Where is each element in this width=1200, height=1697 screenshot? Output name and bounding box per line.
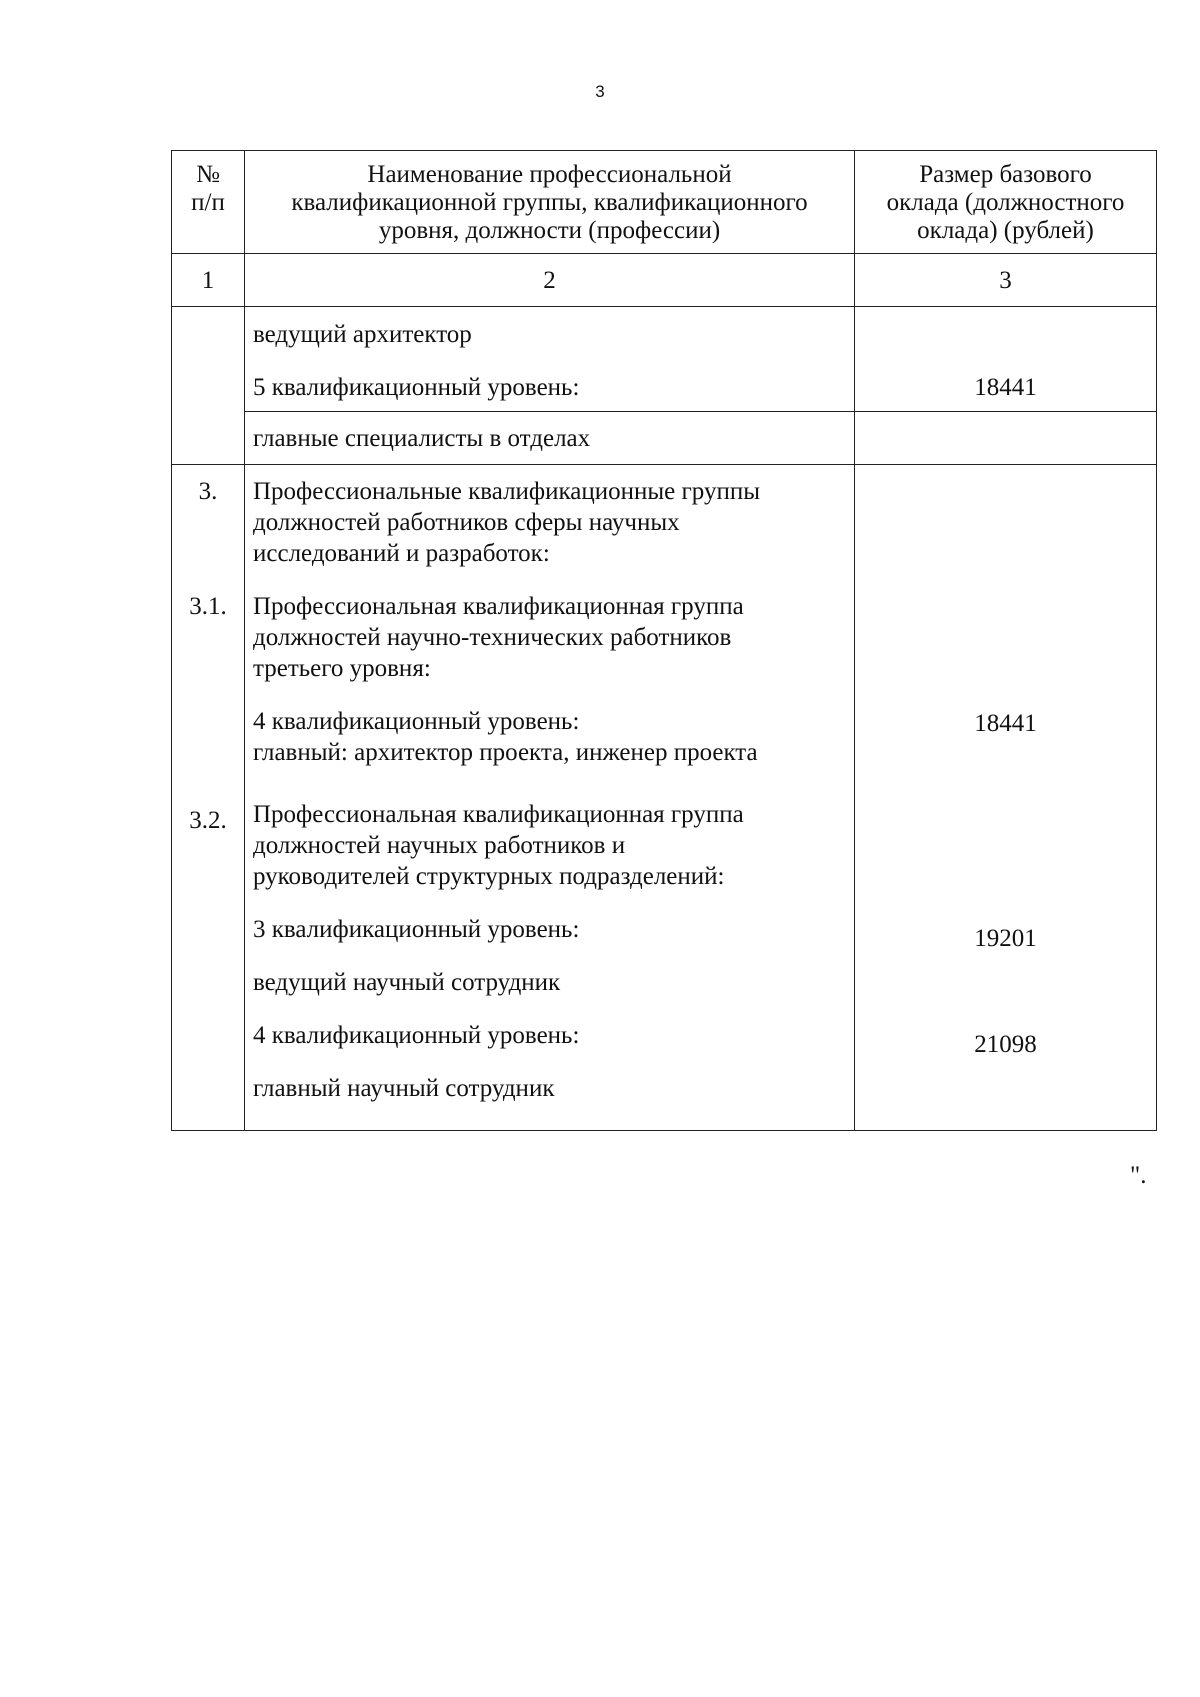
salary-table (171, 150, 1157, 1131)
header-salary (855, 151, 1157, 254)
salary-value: 18441 (974, 374, 1037, 401)
salary-value: 18441 (974, 710, 1037, 737)
group-title-3-1 (245, 591, 854, 684)
page-number: 3 (595, 82, 605, 101)
group-title-line: Профессиональная квалификационная группа (253, 801, 744, 828)
level-text: 4 квалификационный уровень: (253, 1022, 580, 1049)
row-salary-cell (855, 412, 1157, 465)
header-number-line: п/п (191, 189, 225, 216)
group-title-line: Профессиональная квалификационная группа (253, 593, 744, 620)
group-title-line: должностей научных работников и (253, 832, 626, 859)
section-salaries-cell (855, 465, 1157, 1131)
column-index-1: 1 (172, 254, 245, 307)
section-number: 3.2. (189, 807, 227, 834)
header-name-line: Наименование профессиональной (367, 161, 732, 188)
column-index-3: 3 (855, 254, 1157, 307)
row-name-cell (245, 412, 855, 465)
table-row (172, 465, 1157, 1131)
section-numbers-cell (172, 465, 245, 1131)
level-block-3-1 (245, 706, 854, 768)
section-number: 3. (198, 478, 218, 505)
header-name (245, 151, 855, 254)
group-title-3-2 (245, 799, 854, 892)
header-salary-line: оклада) (рублей) (917, 217, 1094, 244)
header-salary-line: оклада (должностного (886, 189, 1125, 216)
level-text: 5 квалификационный уровень: (253, 374, 580, 401)
position-text: ведущий архитектор (253, 321, 472, 348)
salary-value: 21098 (974, 1031, 1037, 1058)
header-name-line: уровня, должности (профессии) (378, 217, 721, 244)
header-number (172, 151, 245, 254)
table-row (172, 412, 1157, 465)
level-text: 4 квалификационный уровень: (253, 708, 580, 735)
position-text: главный научный сотрудник (253, 1075, 555, 1102)
level-text: 3 квалификационный уровень: (253, 916, 580, 943)
group-title-line: исследований и разработок: (253, 540, 550, 567)
row-number-empty (172, 307, 245, 465)
closing-quote-mark: ". (1130, 1162, 1147, 1189)
row-salary-cell (855, 307, 1157, 412)
row-name-cell (245, 307, 855, 412)
table-header-row (172, 151, 1157, 254)
group-title-line: руководителей структурных подразделений: (253, 863, 725, 890)
column-index-row (172, 254, 1157, 307)
section-names-cell (245, 465, 855, 1131)
section-number: 3.1. (189, 593, 227, 620)
salary-value: 19201 (974, 925, 1037, 952)
position-text: главный: архитектор проекта, инженер проекта (253, 739, 758, 766)
column-index-2: 2 (245, 254, 855, 307)
group-title-3 (245, 476, 854, 569)
group-title-line: должностей научно-технических работников (253, 624, 732, 651)
header-salary-line: Размер базового (919, 161, 1092, 188)
group-title-line: должностей работников сферы научных (253, 509, 680, 536)
header-name-line: квалификационной группы, квалификационного (291, 189, 808, 216)
table-row (172, 307, 1157, 412)
position-text: главные специалисты в отделах (253, 424, 591, 452)
group-title-line: Профессиональные квалификационные группы (253, 478, 761, 505)
position-text: ведущий научный сотрудник (253, 969, 561, 996)
group-title-line: третьего уровня: (253, 655, 431, 682)
header-number-line: № (196, 161, 220, 188)
